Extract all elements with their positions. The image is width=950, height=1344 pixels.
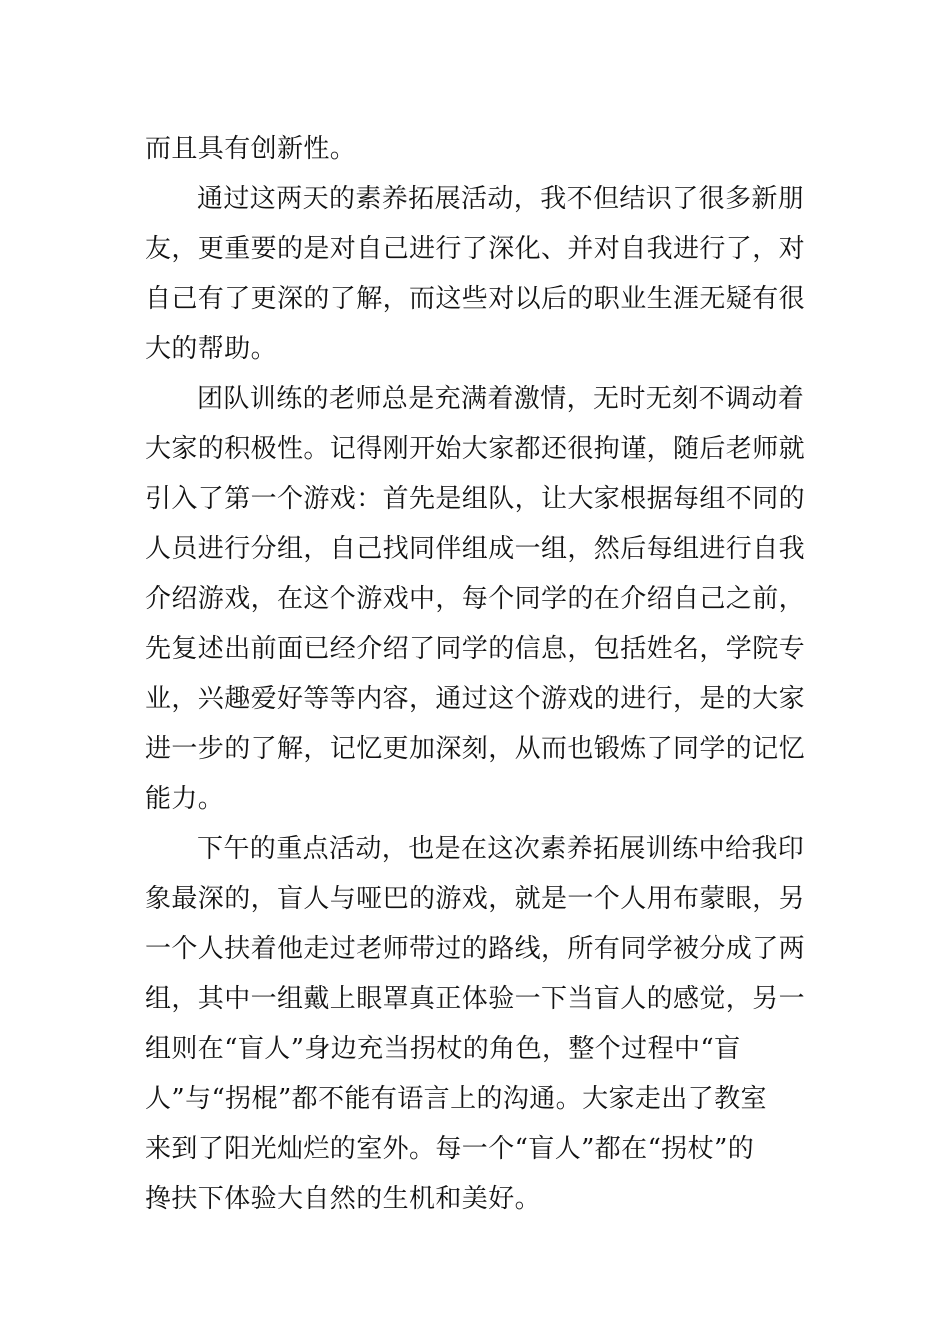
text-line: 组则在“盲人”身边充当拐杖的角色，整个过程中“盲 (145, 1034, 741, 1064)
text-line: 一个人扶着他走过老师带过的路线，所有同学被分成了两 (145, 934, 806, 964)
text-line: 搀扶下体验大自然的生机和美好。 (145, 1184, 542, 1214)
text-line: 人”与“拐棍”都不能有语言上的沟通。大家走出了教室 (145, 1084, 767, 1114)
text-line: 能力。 (145, 784, 225, 814)
text-line: 引入了第一个游戏：首先是组队，让大家根据每组不同的 (145, 484, 806, 514)
text-line: 友，更重要的是对自己进行了深化、并对自我进行了，对 (145, 234, 806, 264)
text-line: 介绍游戏，在这个游戏中，每个同学的在介绍自己之前， (145, 584, 806, 614)
text-line: 象最深的，盲人与哑巴的游戏，就是一个人用布蒙眼，另 (145, 884, 806, 914)
paragraph-first-line: 通过这两天的素养拓展活动，我不但结识了很多新朋 (197, 184, 805, 214)
paragraph-first-line: 下午的重点活动，也是在这次素养拓展训练中给我印 (197, 834, 805, 864)
text-line: 来到了阳光灿烂的室外。每一个“盲人”都在“拐杖”的 (145, 1134, 755, 1164)
text-line: 组，其中一组戴上眼罩真正体验一下当盲人的感觉，另一 (145, 984, 806, 1014)
text-line: 大的帮助。 (145, 334, 278, 364)
text-line: 业，兴趣爱好等等内容，通过这个游戏的进行，是的大家 (145, 684, 806, 714)
paragraph-first-line: 团队训练的老师总是充满着激情，无时无刻不调动着 (197, 384, 805, 414)
text-line: 大家的积极性。记得刚开始大家都还很拘谨，随后老师就 (145, 434, 806, 464)
text-line: 人员进行分组，自己找同伴组成一组，然后每组进行自我 (145, 534, 806, 564)
text-line: 进一步的了解，记忆更加深刻，从而也锻炼了同学的记忆 (145, 734, 806, 764)
text-line: 先复述出前面已经介绍了同学的信息，包括姓名，学院专 (145, 634, 806, 664)
text-line: 而且具有创新性。 (145, 134, 357, 164)
text-line: 自己有了更深的了解，而这些对以后的职业生涯无疑有很 (145, 284, 806, 314)
